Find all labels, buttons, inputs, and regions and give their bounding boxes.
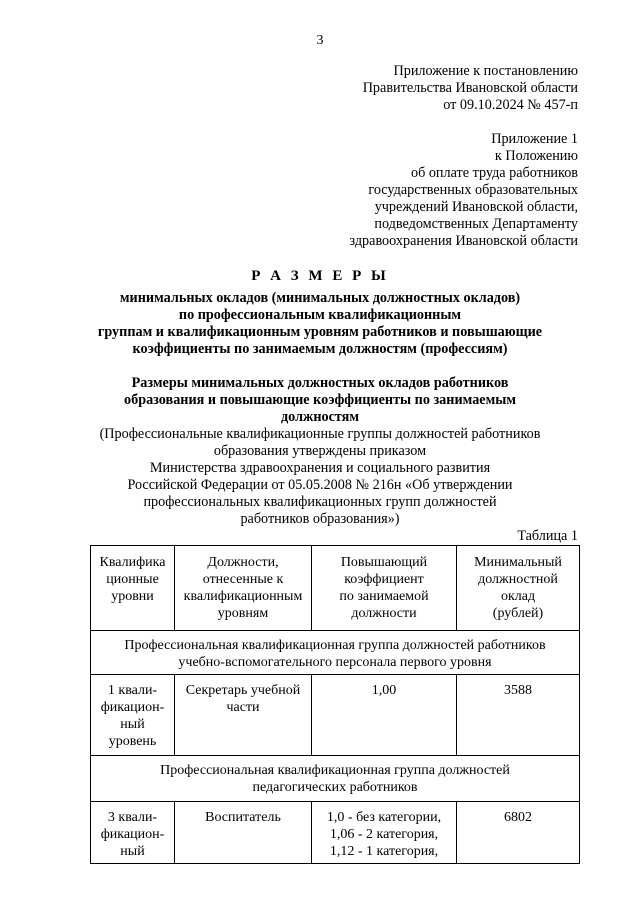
appendix-1-line: учреждений Ивановской области, bbox=[374, 199, 578, 215]
note-line: (Профессиональные квалификационные группы должностей работников bbox=[99, 426, 541, 442]
header-positions: Должности, отнесенные к квалификационным уровням bbox=[175, 546, 312, 631]
heading-line: группам и квалификационным уровням работников и повышающие bbox=[97, 324, 543, 340]
appendix-main-line: Правительства Ивановской области bbox=[362, 80, 578, 96]
header-coefficient: Повышающий коэффициент по занимаемой должности bbox=[312, 546, 457, 631]
subheading-line: образования и повышающие коэффициенты по занимаемым bbox=[124, 392, 516, 408]
appendix-main-block bbox=[363, 63, 578, 114]
page-number: 3 bbox=[316, 33, 324, 48]
note-line: Министерства здравоохранения и социального развития bbox=[149, 460, 491, 476]
salary-table bbox=[90, 545, 580, 864]
note-line: образования утверждены приказом bbox=[213, 443, 427, 459]
note-line: работников образования») bbox=[240, 511, 400, 527]
appendix-1-line: подведомственных Департаменту bbox=[374, 216, 578, 232]
note-line: профессиональных квалификационных групп должностей bbox=[143, 494, 497, 510]
appendix-1-line: к Положению bbox=[494, 148, 578, 164]
header-qualification-level: Квалифика ционные уровни bbox=[91, 546, 175, 631]
cell-position: Секретарь учебной части bbox=[175, 675, 312, 756]
cell-salary: 6802 bbox=[457, 802, 580, 864]
appendix-1-line: Приложение 1 bbox=[491, 131, 578, 147]
group-row bbox=[91, 756, 580, 802]
heading-line: по профессиональным квалификационным bbox=[178, 307, 462, 323]
cell-position: Воспитатель bbox=[175, 802, 312, 864]
subheading-line: должностям bbox=[280, 409, 360, 425]
header-min-salary: Минимальный должностной оклад (рублей) bbox=[457, 546, 580, 631]
cell-level: 3 квали- фикацион- ный bbox=[91, 802, 175, 864]
appendix-main-line: от 09.10.2024 № 457-п bbox=[443, 97, 578, 113]
heading-line: коэффициенты по занимаемым должностям (профессиям) bbox=[132, 341, 508, 357]
table-row bbox=[91, 802, 580, 864]
appendix-1-line: государственных образовательных bbox=[368, 182, 578, 198]
table-label: Таблица 1 bbox=[517, 528, 578, 544]
group-title: Профессиональная квалификационная группа должностей педагогических работников bbox=[91, 756, 580, 802]
note-block bbox=[60, 426, 580, 528]
note-line: Российской Федерации от 05.05.2008 № 216н «Об утверждении bbox=[127, 477, 513, 493]
cell-coefficient: 1,00 bbox=[312, 675, 457, 756]
document-title: Р А З М Е Р Ы bbox=[251, 268, 389, 284]
group-title: Профессиональная квалификационная группа должностей работников учебно-вспомогательного персонала первого уровня bbox=[91, 631, 580, 675]
appendix-main-line: Приложение к постановлению bbox=[393, 63, 578, 79]
appendix-1-line: здравоохранения Ивановской области bbox=[349, 233, 578, 249]
table-row bbox=[91, 675, 580, 756]
subheading-block bbox=[60, 375, 580, 426]
subheading-line: Размеры минимальных должностных окладов работников bbox=[131, 375, 509, 391]
appendix-1-line: об оплате труда работников bbox=[410, 165, 578, 181]
cell-level: 1 квали- фикацион- ный уровень bbox=[91, 675, 175, 756]
appendix-1-block bbox=[349, 131, 578, 250]
cell-salary: 3588 bbox=[457, 675, 580, 756]
heading-line: минимальных окладов (минимальных должностных окладов) bbox=[119, 290, 521, 306]
heading-block bbox=[60, 290, 580, 358]
group-row bbox=[91, 631, 580, 675]
table-header-row bbox=[91, 546, 580, 631]
cell-coefficient: 1,0 - без категории, 1,06 - 2 категория, 1,12 - 1 категория, bbox=[312, 802, 457, 864]
